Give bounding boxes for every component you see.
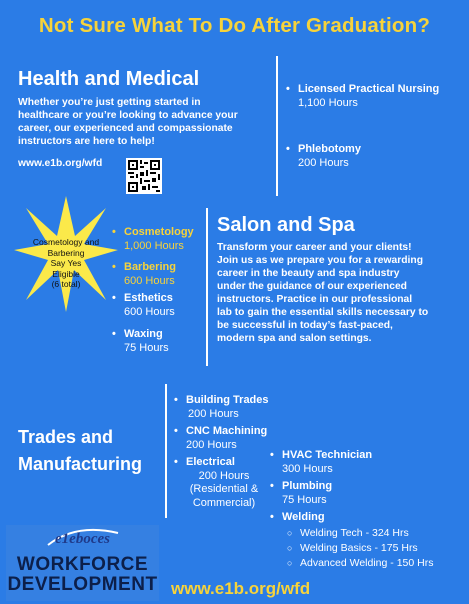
health-body-line: healthcare or you’re looking to advance your [18, 110, 238, 121]
program-item [112, 261, 176, 288]
salon-divider [206, 208, 208, 366]
welding-item: Welding Tech - 324 Hrs [300, 527, 409, 539]
program-hours: 300 Hours [282, 462, 333, 475]
salon-body-line: modern spa and salon settings. [217, 333, 372, 344]
star-line: Say Yes [50, 258, 82, 268]
program-hours: 200 Hours [188, 407, 239, 420]
program-name: HVAC Technician [282, 449, 373, 461]
logo-brand: e1eboces [55, 531, 110, 547]
star-line: Barbering [47, 247, 85, 258]
program-name: CNC Machining [186, 425, 268, 437]
program-hours: 75 Hours [124, 341, 169, 354]
trades-heading-line: Trades and [18, 427, 114, 447]
program-item [270, 511, 325, 525]
program-name: Barbering [124, 261, 176, 273]
salon-body-line: Transform your career and your clients! [217, 242, 412, 253]
bullet-icon: • [286, 143, 290, 155]
program-name: Electrical [186, 456, 235, 468]
welding-sublist [287, 526, 434, 571]
program-name: Licensed Practical Nursing [298, 83, 440, 95]
program-hours: 200 Hours [298, 156, 349, 169]
logo-wordmark [6, 555, 159, 595]
logo-line: DEVELOPMENT [7, 574, 158, 595]
program-name: Welding [282, 511, 325, 523]
program-item [174, 394, 269, 421]
program-name: Building Trades [186, 394, 269, 406]
circle-bullet-icon: ○ [287, 558, 293, 568]
trades-heading-line: Manufacturing [18, 454, 142, 474]
program-hours: 200 Hours [186, 438, 237, 451]
program-item [112, 328, 169, 355]
salon-heading: Salon and Spa [217, 214, 355, 236]
program-name: Waxing [124, 328, 163, 340]
logo-line: WORKFORCE [16, 554, 149, 575]
footer-url-link[interactable]: www.e1b.org/wfd [171, 579, 311, 598]
program-hours: 75 Hours [282, 493, 327, 506]
program-item [112, 292, 175, 319]
welding-item: Welding Basics - 175 Hrs [300, 542, 418, 554]
star-line: (6 total) [51, 279, 81, 289]
health-heading: Health and Medical [18, 68, 200, 90]
star-badge-text [21, 237, 111, 290]
program-name: Esthetics [124, 292, 173, 304]
health-divider [276, 56, 278, 196]
program-item [270, 480, 333, 507]
welding-item: Advanced Welding - 150 Hrs [300, 557, 434, 569]
program-item [174, 456, 266, 510]
program-note: (Residential & [189, 483, 259, 495]
health-url[interactable]: www.e1b.org/wfd [18, 158, 103, 169]
program-note: Commercial) [192, 496, 256, 509]
health-body-line: career, our experienced and compassionate [18, 123, 233, 134]
program-hours: 600 Hours [124, 305, 175, 318]
program-hours: 200 Hours [198, 469, 250, 482]
program-item [270, 449, 373, 476]
trades-divider [165, 384, 167, 518]
salon-description [217, 241, 463, 345]
circle-bullet-icon: ○ [287, 528, 293, 538]
bullet-icon: • [174, 425, 178, 437]
salon-body-line: lab to gain the essential skills necessary to [217, 307, 429, 318]
bullet-icon: • [270, 449, 274, 461]
bullet-icon: • [286, 83, 290, 95]
program-item [112, 226, 194, 253]
bullet-icon: • [112, 328, 116, 340]
health-body-line: Whether you’re just getting started in [18, 97, 201, 108]
star-line: Cosmetology and [32, 237, 100, 247]
program-name: Plumbing [282, 480, 333, 492]
program-item [286, 83, 440, 110]
qr-code-icon [126, 158, 162, 194]
bullet-icon: • [270, 511, 274, 523]
program-hours: 1,000 Hours [124, 239, 184, 252]
health-description [18, 96, 273, 148]
program-item [286, 143, 361, 170]
salon-body-line: career in the beauty and spa industry [217, 268, 400, 279]
bullet-icon: • [174, 456, 178, 468]
trades-heading [18, 424, 142, 478]
bullet-icon: • [112, 226, 116, 238]
bullet-icon: • [270, 480, 274, 492]
bullet-icon: • [112, 261, 116, 273]
page-title: Not Sure What To Do After Graduation? [38, 14, 431, 37]
circle-bullet-icon: ○ [287, 543, 293, 553]
bullet-icon: • [112, 292, 116, 304]
bullet-icon: • [174, 394, 178, 406]
program-name: Cosmetology [124, 226, 194, 238]
program-hours: 600 Hours [124, 274, 175, 287]
salon-body-line: Join us as we prepare you for a rewarding [217, 255, 423, 266]
program-name: Phlebotomy [298, 143, 361, 155]
workforce-logo [6, 525, 159, 601]
health-body-line: instructors are here to help! [18, 136, 155, 147]
program-hours: 1,100 Hours [298, 96, 358, 109]
salon-body-line: be successful in today’s fast-paced, [217, 320, 393, 331]
salon-body-line: under the guidance of our experienced [217, 281, 407, 292]
salon-body-line: instructors. Practice in our professional [217, 294, 413, 305]
star-line: Eligible [52, 268, 80, 279]
program-item [174, 425, 268, 452]
